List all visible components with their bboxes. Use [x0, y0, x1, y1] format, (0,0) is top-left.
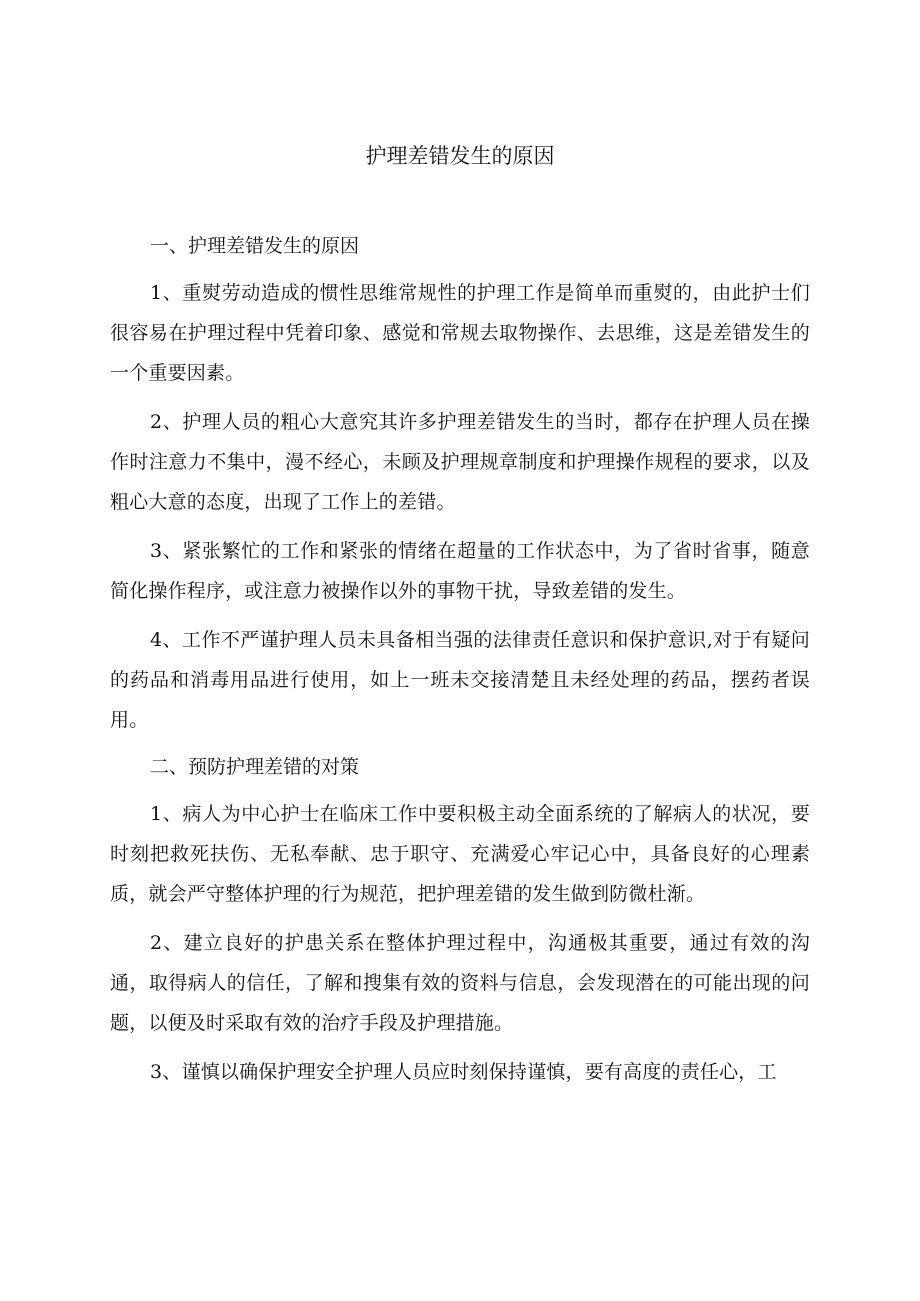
section-causes	[110, 228, 810, 740]
document-body	[110, 228, 810, 1101]
paragraph: 1、病人为中心护士在临床工作中要积极主动全面系统的了解病人的状况，要时刻把救死扶伤、无私奉献、忠于职守、充满爱心牢记心中，具备良好的心理素质，就会严守整体护理的行为规范，把护理差错的发生做到防微杜渐。	[110, 803, 810, 905]
section-countermeasures	[110, 749, 810, 1092]
paragraph: 4、工作不严谨护理人员未具备相当强的法律责任意识和保护意识,对于有疑问的药品和消毒用品进行使用，如上一班未交接清楚且未经处理的药品，摆药者误用。	[110, 629, 810, 731]
document-title: 护理差错发生的原因	[365, 144, 555, 168]
paragraph: 2、护理人员的粗心大意究其许多护理差错发生的当时，都存在护理人员在操作时注意力不集中，漫不经心，未顾及护理规章制度和护理操作规程的要求，以及粗心大意的态度，出现了工作上的差错。	[110, 411, 810, 513]
paragraph: 3、紧张繁忙的工作和紧张的情绪在超量的工作状态中，为了省时省事，随意简化操作程序，或注意力被操作以外的事物干扰，导致差错的发生。	[110, 540, 810, 602]
section-heading: 一、护理差错发生的原因	[150, 235, 360, 257]
section-heading: 二、预防护理差错的对策	[150, 756, 360, 778]
paragraph: 1、重熨劳动造成的惯性思维常规性的护理工作是简单而重熨的，由此护士们很容易在护理过程中凭着印象、感觉和常规去取物操作、去思维，这是差错发生的一个重要因素。	[110, 282, 810, 384]
paragraph: 3、谨慎以确保护理安全护理人员应时刻保持谨慎，要有高度的责任心，工	[150, 1061, 777, 1083]
paragraph: 2、建立良好的护患关系在整体护理过程中，沟通极其重要，通过有效的沟通，取得病人的信任，了解和搜集有效的资料与信息，会发现潜在的可能出现的问题，以便及时采取有效的治疗手段及护理措施。	[110, 932, 810, 1034]
